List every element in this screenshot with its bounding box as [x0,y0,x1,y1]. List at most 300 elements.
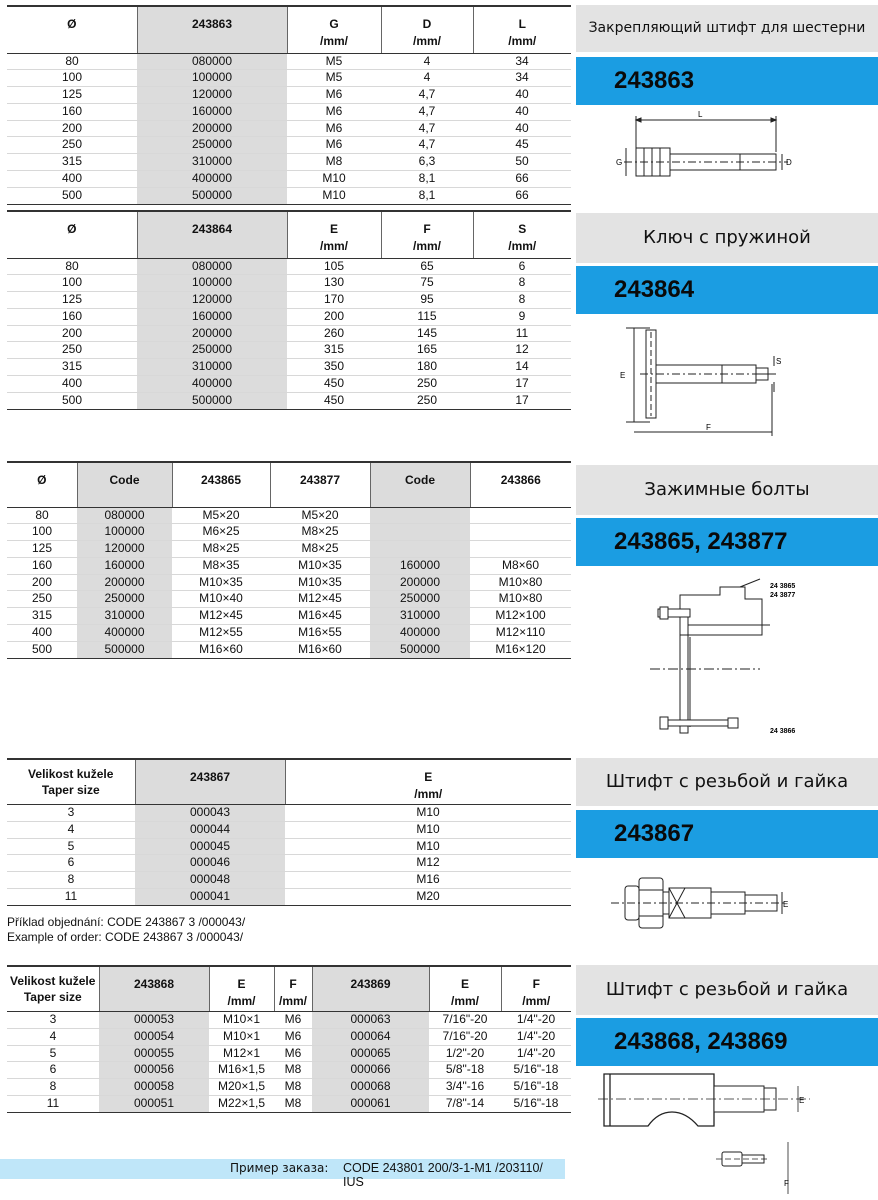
table-cell: 000041 [135,888,285,905]
table-cell: 000053 [99,1012,209,1029]
table-cell: 11 [7,888,135,905]
pin-drawing [610,108,800,188]
col-header-diameter: Ø [7,462,77,507]
table-243868-243869 [7,965,571,1113]
table-row [7,392,571,409]
col-header-code: 243867 [135,759,285,805]
table-cell: 250 [7,591,77,608]
col-header-d: D /mm/ [381,6,473,53]
table-cell: 4,7 [381,103,473,120]
table-243867 [7,758,571,906]
table-cell: M16×60 [172,641,270,658]
table-row [7,507,571,524]
table-cell: 250 [381,376,473,393]
table-cell: 310000 [370,608,470,625]
table-cell: 400 [7,625,77,642]
footer-label: Пример заказа: [230,1161,329,1175]
table-cell [370,507,470,524]
table-cell: M8 [274,1062,312,1079]
table-cell: 4,7 [381,120,473,137]
table-cell: M5×20 [270,507,370,524]
table-cell: M12×110 [470,625,571,642]
table-cell [370,524,470,541]
table-row [7,608,571,625]
table-cell: M16×1,5 [209,1062,274,1079]
table-cell: 120000 [137,292,287,309]
table-cell: 315 [7,154,137,171]
table-row [7,187,571,204]
table-cell: 080000 [137,53,287,70]
table-cell: 11 [7,1095,99,1112]
table-cell: 7/16"-20 [429,1012,501,1029]
table-cell: 6 [7,855,135,872]
table-cell: M12×1 [209,1045,274,1062]
section-title: Штифт с резьбой и гайка [576,758,878,806]
table-cell: 5/8"-18 [429,1062,501,1079]
table-cell: 500 [7,187,137,204]
table-cell: 315 [287,342,381,359]
dim-label-s: S [776,357,782,366]
table-cell [470,541,571,558]
table-cell: 400000 [137,376,287,393]
table-cell: 145 [381,325,473,342]
table-cell: 000054 [99,1028,209,1045]
col-header-code-2: Code [370,462,470,507]
table-cell: 17 [473,376,571,393]
table-row [7,87,571,104]
table-cell: 6,3 [381,154,473,171]
table-cell: 200 [7,325,137,342]
table-cell: 3 [7,1012,99,1029]
table-cell: 1/4"-20 [501,1028,571,1045]
table-cell: 40 [473,120,571,137]
table-cell: 000051 [99,1095,209,1112]
table-row [7,541,571,558]
table-cell: 000056 [99,1062,209,1079]
table-cell: 260 [287,325,381,342]
table-cell: 500000 [77,641,172,658]
table-cell: M10 [287,171,381,188]
table-body [7,258,571,409]
table-cell: M16×45 [270,608,370,625]
table-row [7,1062,571,1079]
table-cell: 500 [7,392,137,409]
table-row [7,805,571,822]
table-cell: 80 [7,53,137,70]
table-cell: 160 [7,557,77,574]
table-row [7,70,571,87]
table-cell: 310000 [77,608,172,625]
table-row [7,1012,571,1029]
table-cell: 66 [473,187,571,204]
table-cell: 000058 [99,1079,209,1096]
table-cell: M16×120 [470,641,571,658]
section-title: Штифт с резьбой и гайка [576,965,878,1015]
table-cell: 8 [473,275,571,292]
table-cell: M6 [287,103,381,120]
table-cell: 165 [381,342,473,359]
table-cell: 500 [7,641,77,658]
table-row [7,557,571,574]
table-cell: 100 [7,524,77,541]
table-cell: M16×60 [270,641,370,658]
table-cell: 170 [287,292,381,309]
table-cell: 8 [7,1079,99,1096]
table-cell: M20×1,5 [209,1079,274,1096]
table-cell: 500000 [370,641,470,658]
table-cell: M5 [287,70,381,87]
spring-key-drawing [610,322,800,440]
table-cell: 5/16"-18 [501,1062,571,1079]
table-cell: 1/2"-20 [429,1045,501,1062]
col-header-taper-size: Velikost kužele Taper size [7,966,99,1012]
col-header-code: Code [77,462,172,507]
table-row [7,1079,571,1096]
table-cell: M16×55 [270,625,370,642]
table-cell: 000061 [312,1095,429,1112]
col-header-l: L /mm/ [473,6,571,53]
table-cell: 000045 [135,838,285,855]
table-cell: 310000 [137,154,287,171]
col-header-243866: 243866 [470,462,571,507]
footer-value: CODE 243801 200/3-1-M1 /203110/ IUS [343,1161,543,1189]
table-row [7,171,571,188]
table-row [7,591,571,608]
dim-label-f: F [784,1179,789,1188]
table-cell: 000048 [135,872,285,889]
table-row [7,120,571,137]
table-cell: 65 [381,258,473,275]
table-row [7,342,571,359]
table-cell: 4,7 [381,87,473,104]
table-cell: 000055 [99,1045,209,1062]
table-body [7,53,571,204]
table-cell: 1/4"-20 [501,1012,571,1029]
table-cell: 5 [7,1045,99,1062]
table-cell: 95 [381,292,473,309]
table-cell: 130 [287,275,381,292]
table-row [7,53,571,70]
section-code: 243863 [576,57,878,105]
table-cell: M6×25 [172,524,270,541]
table-row [7,325,571,342]
table-cell: 120000 [137,87,287,104]
table-cell: 500000 [137,187,287,204]
table-cell: 125 [7,541,77,558]
threaded-pin-drawing [598,1068,813,1196]
col-header-diameter: Ø [7,211,137,258]
table-cell: 80 [7,507,77,524]
col-header-e: E /mm/ [209,966,274,1012]
col-header-243877: 243877 [270,462,370,507]
table-cell: 400 [7,376,137,393]
table-cell: M10 [285,838,571,855]
table-cell: 400000 [77,625,172,642]
table-cell: 250 [381,392,473,409]
table-cell [370,541,470,558]
table-cell: 200000 [137,120,287,137]
table-cell: 000063 [312,1012,429,1029]
table-cell: 105 [287,258,381,275]
table-cell: M8 [287,154,381,171]
col-header-s: S /mm/ [473,211,571,258]
table-cell: 250000 [137,137,287,154]
table-cell: 080000 [77,507,172,524]
table-cell: M5×20 [172,507,270,524]
section-title: Ключ с пружиной [576,213,878,263]
table-cell: M8×25 [172,541,270,558]
order-example-cz: Příklad objednání: CODE 243867 3 /000043/ [7,915,246,929]
table-cell: M10 [287,187,381,204]
clamp-bolts-drawing [650,577,810,739]
table-243864 [7,210,571,410]
section-title: Зажимные болты [576,465,878,515]
table-row [7,1028,571,1045]
table-cell: 6 [473,258,571,275]
table-cell: M20 [285,888,571,905]
table-cell: 310000 [137,359,287,376]
table-cell: 160000 [370,557,470,574]
col-header-e-2: E /mm/ [429,966,501,1012]
col-header-taper-size: Velikost kužele Taper size [7,759,135,805]
table-cell: M10 [285,821,571,838]
table-cell: M10×80 [470,591,571,608]
label-243865: 24 3865 [770,583,796,590]
table-cell: 350 [287,359,381,376]
table-cell: M6 [274,1012,312,1029]
threaded-pin-nut-drawing [605,872,790,934]
table-cell: M8 [274,1095,312,1112]
table-cell: 12 [473,342,571,359]
table-cell: 125 [7,87,137,104]
col-header-243869: 243869 [312,966,429,1012]
table-cell: 250000 [370,591,470,608]
table-cell: 000046 [135,855,285,872]
table-row [7,524,571,541]
table-body [7,805,571,906]
col-header-f: F /mm/ [274,966,312,1012]
table-cell: 7/8"-14 [429,1095,501,1112]
order-example-en: Example of order: CODE 243867 3 /000043/ [7,930,244,944]
table-cell: 4 [381,53,473,70]
table-row [7,308,571,325]
table-cell: 000065 [312,1045,429,1062]
table-cell: 160 [7,103,137,120]
table-row [7,275,571,292]
col-header-diameter: Ø [7,6,137,53]
table-cell: 9 [473,308,571,325]
table-row [7,625,571,642]
dim-label-f: F [706,423,711,432]
table-cell: 115 [381,308,473,325]
table-cell: 6 [7,1062,99,1079]
col-header-243868: 243868 [99,966,209,1012]
dim-label-l: L [698,110,703,119]
table-cell: 11 [473,325,571,342]
table-cell: 160000 [77,557,172,574]
col-header-e: E /mm/ [285,759,571,805]
table-cell: 75 [381,275,473,292]
label-243866: 24 3866 [770,728,796,735]
table-cell: 45 [473,137,571,154]
table-cell: M6 [287,120,381,137]
table-cell: 315 [7,359,137,376]
table-cell: 8,1 [381,187,473,204]
table-body [7,507,571,658]
table-cell: M12 [285,855,571,872]
table-cell: M8×25 [270,541,370,558]
table-cell: 400 [7,171,137,188]
table-cell: 8 [473,292,571,309]
table-cell: M8×35 [172,557,270,574]
table-cell: M10×35 [270,557,370,574]
table-cell: 400000 [137,171,287,188]
table-cell: 4 [7,1028,99,1045]
table-cell [470,507,571,524]
table-cell: 000044 [135,821,285,838]
table-row [7,855,571,872]
col-header-243865: 243865 [172,462,270,507]
table-cell: 450 [287,376,381,393]
table-243863 [7,5,571,205]
label-243877: 24 3877 [770,592,796,599]
section-code: 243865, 243877 [576,518,878,566]
table-cell: 4,7 [381,137,473,154]
table-cell: 40 [473,87,571,104]
table-cell: M6 [287,87,381,104]
table-cell: 200 [7,574,77,591]
table-cell: 160000 [137,308,287,325]
table-cell: 160000 [137,103,287,120]
table-cell: 120000 [77,541,172,558]
col-header-e: E /mm/ [287,211,381,258]
table-cell: 3/4"-16 [429,1079,501,1096]
table-cell: 100000 [137,70,287,87]
table-cell: 3 [7,805,135,822]
table-cell: 100000 [137,275,287,292]
table-cell: M10×35 [172,574,270,591]
table-cell: 5 [7,838,135,855]
table-row [7,574,571,591]
table-cell: 200000 [137,325,287,342]
table-cell: 1/4"-20 [501,1045,571,1062]
table-cell: M5 [287,53,381,70]
table-row [7,821,571,838]
table-cell: 14 [473,359,571,376]
table-cell: 000066 [312,1062,429,1079]
table-row [7,1095,571,1112]
table-cell: 160 [7,308,137,325]
table-cell: 200000 [370,574,470,591]
table-cell: M10×35 [270,574,370,591]
table-cell: M8×25 [270,524,370,541]
table-cell: 5/16"-18 [501,1095,571,1112]
table-row [7,641,571,658]
col-header-f-2: F /mm/ [501,966,571,1012]
table-cell: 200 [287,308,381,325]
table-row [7,359,571,376]
table-cell: M22×1,5 [209,1095,274,1112]
order-example [7,915,245,945]
table-cell: 180 [381,359,473,376]
section-title: Закрепляющий штифт для шестерни [576,5,878,52]
table-row [7,137,571,154]
table-cell: 200000 [77,574,172,591]
table-cell: 40 [473,103,571,120]
table-row [7,888,571,905]
table-cell: M12×55 [172,625,270,642]
table-row [7,154,571,171]
dim-label-g: G [616,158,623,167]
table-cell: 000064 [312,1028,429,1045]
dim-label-d: D [786,158,792,167]
table-cell: M12×100 [470,608,571,625]
table-cell: M10×1 [209,1012,274,1029]
order-example-footer [0,1159,565,1189]
table-cell: 100 [7,275,137,292]
table-row [7,1045,571,1062]
dim-label-e: E [620,371,626,380]
col-header-code: 243864 [137,211,287,258]
col-header-g: G /mm/ [287,6,381,53]
table-cell: 50 [473,154,571,171]
section-code: 243864 [576,266,878,314]
table-cell: M10 [285,805,571,822]
table-cell: 000043 [135,805,285,822]
table-cell: M8 [274,1079,312,1096]
table-cell: 100000 [77,524,172,541]
table-cell: 400000 [370,625,470,642]
section-code: 243867 [576,810,878,858]
table-cell: 8 [7,872,135,889]
table-cell: M12×45 [270,591,370,608]
table-cell: M10×1 [209,1028,274,1045]
table-cell: 250 [7,342,137,359]
table-cell: M6 [274,1028,312,1045]
table-cell: M6 [287,137,381,154]
table-cell [470,524,571,541]
table-cell: 66 [473,171,571,188]
table-cell: 4 [7,821,135,838]
section-code: 243868, 243869 [576,1018,878,1066]
table-cell: 200 [7,120,137,137]
table-row [7,103,571,120]
table-cell: 100 [7,70,137,87]
table-cell: 34 [473,70,571,87]
table-cell: 4 [381,70,473,87]
table-row [7,292,571,309]
table-cell: 250000 [77,591,172,608]
table-cell: 80 [7,258,137,275]
table-cell: 315 [7,608,77,625]
table-body [7,1012,571,1113]
table-row [7,258,571,275]
table-cell: M6 [274,1045,312,1062]
table-cell: 8,1 [381,171,473,188]
table-cell: 000068 [312,1079,429,1096]
table-row [7,376,571,393]
table-cell: 250 [7,137,137,154]
table-cell: M16 [285,872,571,889]
table-cell: 500000 [137,392,287,409]
table-cell: M10×40 [172,591,270,608]
table-cell: 450 [287,392,381,409]
table-243865-243877 [7,461,571,659]
table-cell: M12×45 [172,608,270,625]
dim-label-e: E [799,1096,805,1105]
table-cell: M8×60 [470,557,571,574]
table-cell: M10×80 [470,574,571,591]
